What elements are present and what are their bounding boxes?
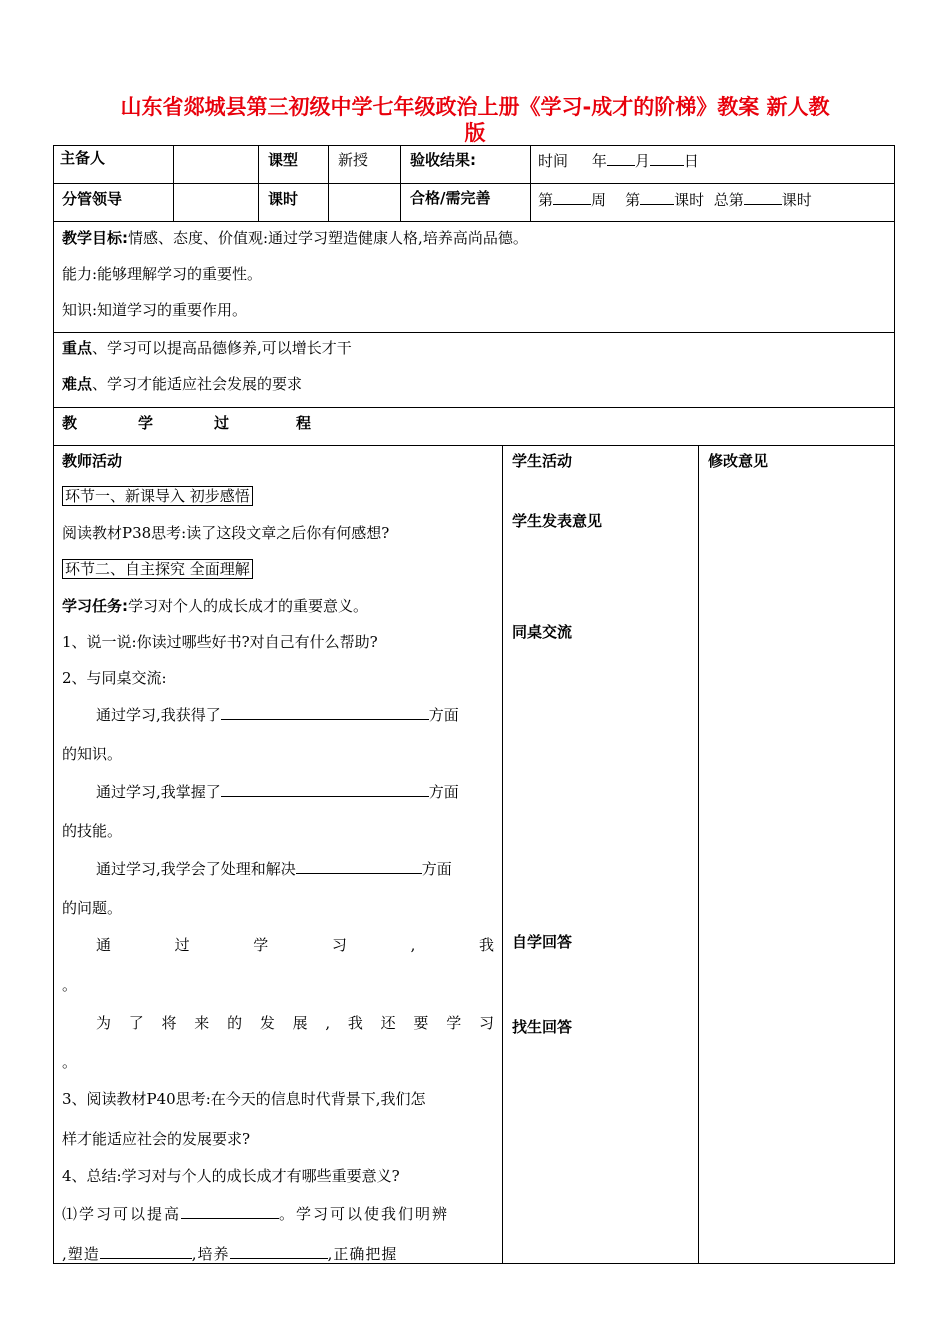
summary-line-2: ,塑造 ,培养 ,正确把握 [62, 1245, 398, 1263]
date-field: 时间 年 月 日 [538, 152, 699, 170]
process-heading-2: 学 [138, 414, 154, 432]
blank [296, 858, 422, 874]
col-divider [530, 145, 531, 222]
month-blank [607, 150, 635, 166]
blank [100, 1243, 192, 1259]
question-3-line-1: 3、阅读教材P40思考:在今天的信息时代背景下,我们怎 [62, 1090, 426, 1108]
blank [221, 704, 429, 720]
question-2: 2、与同桌交流: [62, 669, 167, 687]
blank [230, 1243, 328, 1259]
process-heading-4: 程 [296, 414, 312, 432]
week-blank [553, 189, 591, 205]
goal-knowledge: 知识:知道学习的重要作用。 [62, 301, 248, 319]
table-border-left [53, 145, 54, 1264]
col-divider [173, 145, 174, 222]
question-4: 4、总结:学习对与个人的成长成才有哪些重要意义? [62, 1167, 400, 1185]
fill-future: 为 了 将 来 的 发 展 , 我 还 要 学 习 [96, 1014, 494, 1032]
fill-skill-cont: 的技能。 [62, 822, 123, 840]
row-divider [53, 407, 895, 408]
fill-knowledge: 通过学习,我获得了 方面 [96, 706, 459, 724]
goal-emotion: 教学目标:情感、态度、价值观:通过学习塑造健康人格,培养高尚品德。 [62, 229, 528, 247]
table-border-right [894, 145, 895, 1264]
fill-skill: 通过学习,我掌握了 方面 [96, 783, 459, 801]
step-one: 环节一、新课导入 初步感悟 [62, 486, 253, 506]
title-line-2: 版 [464, 121, 486, 145]
fill-knowledge-cont: 的知识。 [62, 745, 123, 763]
summary-line-1: ⑴学习可以提高 。学习可以使我们明辨 [62, 1205, 450, 1223]
row-divider [53, 183, 895, 184]
lesson-type-value: 新授 [338, 151, 369, 169]
lesson-type-label: 课型 [268, 151, 299, 169]
fill-through-learning-cont: 。 [62, 976, 78, 994]
col-divider [400, 145, 401, 222]
key-point: 重点、学习可以提高品德修养,可以增长才干 [62, 339, 352, 357]
title-line-1: 山东省郯城县第三初级中学七年级政治上册《学习-成才的阶梯》教案 新人教 [120, 95, 830, 119]
row-divider [53, 221, 895, 222]
table-border-top [53, 145, 895, 146]
question-1: 1、说一说:你读过哪些好书?对自己有什么帮助? [62, 633, 378, 651]
schedule-field: 第 周 第 课时 总第 课时 [538, 191, 812, 209]
acceptance-label: 验收结果: [410, 151, 476, 169]
fill-problem: 通过学习,我学会了处理和解决 方面 [96, 860, 452, 878]
col-divider [698, 445, 699, 1264]
teacher-column-header: 教师活动 [62, 452, 123, 470]
student-self-answer: 自学回答 [512, 933, 573, 951]
fill-future-cont: 。 [62, 1053, 78, 1071]
fill-through-learning: 通 过 学 习 , 我 [96, 936, 494, 954]
blank [181, 1203, 279, 1219]
supervisor-label: 分管领导 [62, 190, 123, 208]
learning-task: 学习任务:学习对个人的成长成才的重要意义。 [62, 597, 369, 615]
pass-label: 合格/需完善 [410, 189, 491, 207]
day-blank [650, 150, 684, 166]
row-divider [53, 332, 895, 333]
row-divider [53, 445, 895, 446]
document-title [60, 94, 890, 146]
difficulty-point: 难点、学习才能适应社会发展的要求 [62, 375, 303, 393]
blank [221, 781, 429, 797]
step-two: 环节二、自主探究 全面理解 [62, 559, 253, 579]
student-called-answer: 找生回答 [512, 1018, 573, 1036]
process-heading-1: 教 [62, 414, 78, 432]
goal-ability: 能力:能够理解学习的重要性。 [62, 265, 263, 283]
fill-problem-cont: 的问题。 [62, 899, 123, 917]
period-label: 课时 [268, 190, 299, 208]
question-3-line-2: 样才能适应社会的发展要求? [62, 1130, 251, 1148]
student-opinion: 学生发表意见 [512, 512, 603, 530]
total-blank [744, 189, 782, 205]
col-divider [258, 145, 259, 222]
student-column-header: 学生活动 [512, 452, 573, 470]
process-heading-3: 过 [214, 414, 230, 432]
lesson-blank [640, 189, 674, 205]
student-desk-exchange: 同桌交流 [512, 623, 573, 641]
col-divider [502, 445, 503, 1264]
reading-prompt-p38: 阅读教材P38思考:读了这段文章之后你有何感想? [62, 524, 390, 542]
revision-column-header: 修改意见 [708, 452, 769, 470]
col-divider [328, 145, 329, 222]
preparer-label: 主备人 [60, 149, 106, 167]
